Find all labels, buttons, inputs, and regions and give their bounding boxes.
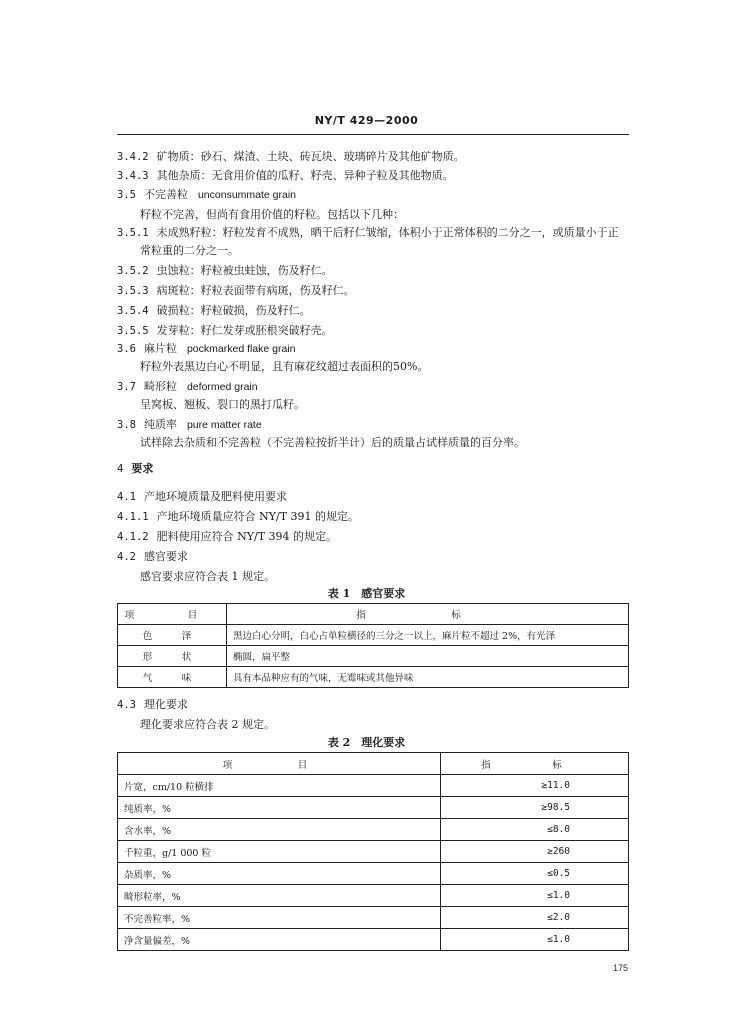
clause-number: 3.8	[117, 419, 136, 431]
text-line	[117, 550, 188, 564]
page-number: 175	[613, 963, 629, 973]
clause-text: 发芽粒：籽仁发芽或胚根突破籽壳。	[156, 324, 333, 337]
english-term: deformed grain	[186, 381, 258, 393]
table-cell: 椭圆，扁平整	[227, 646, 629, 667]
table-cell: 形 状	[118, 646, 227, 667]
text-line	[117, 284, 355, 298]
text-line	[140, 398, 305, 412]
clause-text: 麻片粒	[143, 342, 177, 355]
table2-caption: 表 2 理化要求	[327, 736, 406, 749]
clause-number: 4.2	[117, 551, 136, 563]
clause-text: 理化要求应符合表 2 规定。	[140, 718, 275, 731]
clause-text: 籽粒外表黑边白心不明显，且有麻花纹超过表面积的50%。	[140, 360, 429, 373]
clause-text: 肥料使用应符合 NY/T 394 的规定。	[156, 530, 338, 543]
clause-text: 感官要求	[143, 550, 188, 563]
table-row	[118, 907, 629, 929]
clause-text: 籽粒不完善，但尚有食用价值的籽粒。包括以下几种：	[140, 208, 404, 221]
table-row	[118, 863, 629, 885]
clause-text: 畸形粒	[143, 380, 177, 393]
clause-number: 3.5.2	[117, 265, 149, 277]
clause-text: 产地环境质量及肥料使用要求	[143, 490, 287, 503]
table-cell: ≥11.0	[441, 775, 629, 797]
table-row	[118, 841, 629, 863]
table-physicochemical-requirements	[117, 752, 629, 951]
table-row	[118, 929, 629, 951]
clause-number: 3.4.3	[117, 170, 149, 182]
table-cell: ≤8.0	[441, 819, 629, 841]
text-line	[117, 324, 333, 338]
text-line	[117, 510, 359, 524]
clause-number: 3.4.2	[117, 151, 149, 163]
text-line	[140, 360, 428, 374]
table-cell: 不完善粒率，%	[118, 907, 441, 929]
text-line	[117, 490, 287, 504]
table-cell: ≥260	[441, 841, 629, 863]
clause-text: 病斑粒：籽粒表面带有病斑，伤及籽仁。	[156, 284, 355, 297]
clause-number: 3.5.1	[117, 227, 149, 239]
clause-number: 3.5	[117, 189, 136, 201]
text-line	[117, 264, 333, 278]
clause-number: 4.1.1	[117, 511, 149, 523]
english-term: pockmarked flake grain	[186, 343, 296, 355]
table-cell: 气 味	[118, 667, 227, 688]
table-cell: ≤1.0	[441, 929, 629, 951]
table-sensory-requirements	[117, 603, 629, 688]
table-cell: 黑边白心分明，白心占单粒横径的三分之一以上，麻片粒不超过 2%，有光泽	[227, 625, 629, 646]
table-header-cell: 项 目	[118, 604, 227, 625]
text-line	[140, 570, 275, 584]
clause-number: 4.1.2	[117, 531, 149, 543]
table-cell: 杂质率，%	[118, 863, 441, 885]
english-term: pure matter rate	[186, 419, 262, 431]
table-row	[118, 646, 629, 667]
text-line	[117, 169, 454, 183]
clause-number: 3.5.5	[117, 325, 149, 337]
text-line	[117, 342, 296, 356]
text-line	[117, 462, 153, 476]
table-cell: 畸形粒率，%	[118, 885, 441, 907]
table-header-row	[118, 753, 629, 775]
standard-code-header: NY/T 429—2000	[314, 114, 419, 127]
clause-number: 4	[117, 463, 124, 475]
clause-text: 不完善粒	[143, 188, 188, 201]
table-cell: 色 泽	[118, 625, 227, 646]
table-cell: 具有本品种应有的气味，无霉味或其他异味	[227, 667, 629, 688]
english-term: unconsummate grain	[197, 189, 297, 201]
table-cell: ≤1.0	[441, 885, 629, 907]
clause-number: 3.6	[117, 343, 136, 355]
clause-text: 矿物质：砂石、煤渣、土块、砖瓦块、玻璃碎片及其他矿物质。	[156, 150, 465, 163]
clause-number: 4.3	[117, 699, 136, 711]
table-row	[118, 819, 629, 841]
text-line	[117, 304, 311, 318]
clause-text: 感官要求应符合表 1 规定。	[140, 570, 275, 583]
table-row	[118, 625, 629, 646]
text-line	[140, 208, 404, 222]
text-line	[140, 718, 275, 732]
clause-number: 3.5.4	[117, 305, 149, 317]
text-line	[117, 150, 465, 164]
table-header-cell: 项 目	[118, 753, 441, 775]
table-cell: ≤0.5	[441, 863, 629, 885]
text-line	[117, 530, 337, 544]
clause-text: 未成熟籽粒：籽粒发育不成熟，晒干后籽仁皱缩，体积小于正常体积的二分之一，或质量小于正	[156, 226, 619, 239]
text-line	[117, 226, 619, 240]
clause-number: 3.7	[117, 381, 136, 393]
table1-caption: 表 1 感官要求	[327, 587, 406, 600]
clause-text: 理化要求	[143, 698, 188, 711]
clause-text: 产地环境质量应符合 NY/T 391 的规定。	[156, 510, 360, 523]
table-cell: 纯质率，%	[118, 797, 441, 819]
clause-text: 其他杂质：无食用价值的瓜籽、籽壳、异种子粒及其他物质。	[156, 169, 454, 182]
table-header-cell: 指 标	[441, 753, 629, 775]
clause-text: 呈窝板、翘板、裂口的黑打瓜籽。	[140, 398, 305, 411]
clause-text: 要求	[131, 462, 154, 475]
table-header-cell: 指 标	[227, 604, 629, 625]
table-cell: 含水率，%	[118, 819, 441, 841]
clause-number: 4.1	[117, 491, 136, 503]
table-cell: ≥98.5	[441, 797, 629, 819]
table-row	[118, 885, 629, 907]
table-row	[118, 775, 629, 797]
text-line	[140, 244, 239, 258]
table-cell: 片宽，cm/10 粒横排	[118, 775, 441, 797]
clause-number: 3.5.3	[117, 285, 149, 297]
clause-text: 常粒重的二分之一。	[140, 244, 239, 257]
text-line	[117, 698, 188, 712]
clause-text: 试样除去杂质和不完善粒（不完善粒按折半计）后的质量占试样质量的百分率。	[140, 436, 525, 449]
text-line	[117, 380, 258, 394]
table-row	[118, 667, 629, 688]
header-rule	[117, 134, 629, 135]
table-cell: 千粒重，g/1 000 粒	[118, 841, 441, 863]
table-cell: 净含量偏差，%	[118, 929, 441, 951]
text-line	[117, 188, 296, 202]
clause-text: 破损粒：籽粒破损，伤及籽仁。	[156, 304, 311, 317]
clause-text: 虫蚀粒：籽粒被虫蛀蚀，伤及籽仁。	[156, 264, 333, 277]
clause-text: 纯质率	[143, 418, 177, 431]
table-cell: ≤2.0	[441, 907, 629, 929]
table-header-row	[118, 604, 629, 625]
text-line	[140, 436, 525, 450]
text-line	[117, 418, 262, 432]
table-row	[118, 797, 629, 819]
